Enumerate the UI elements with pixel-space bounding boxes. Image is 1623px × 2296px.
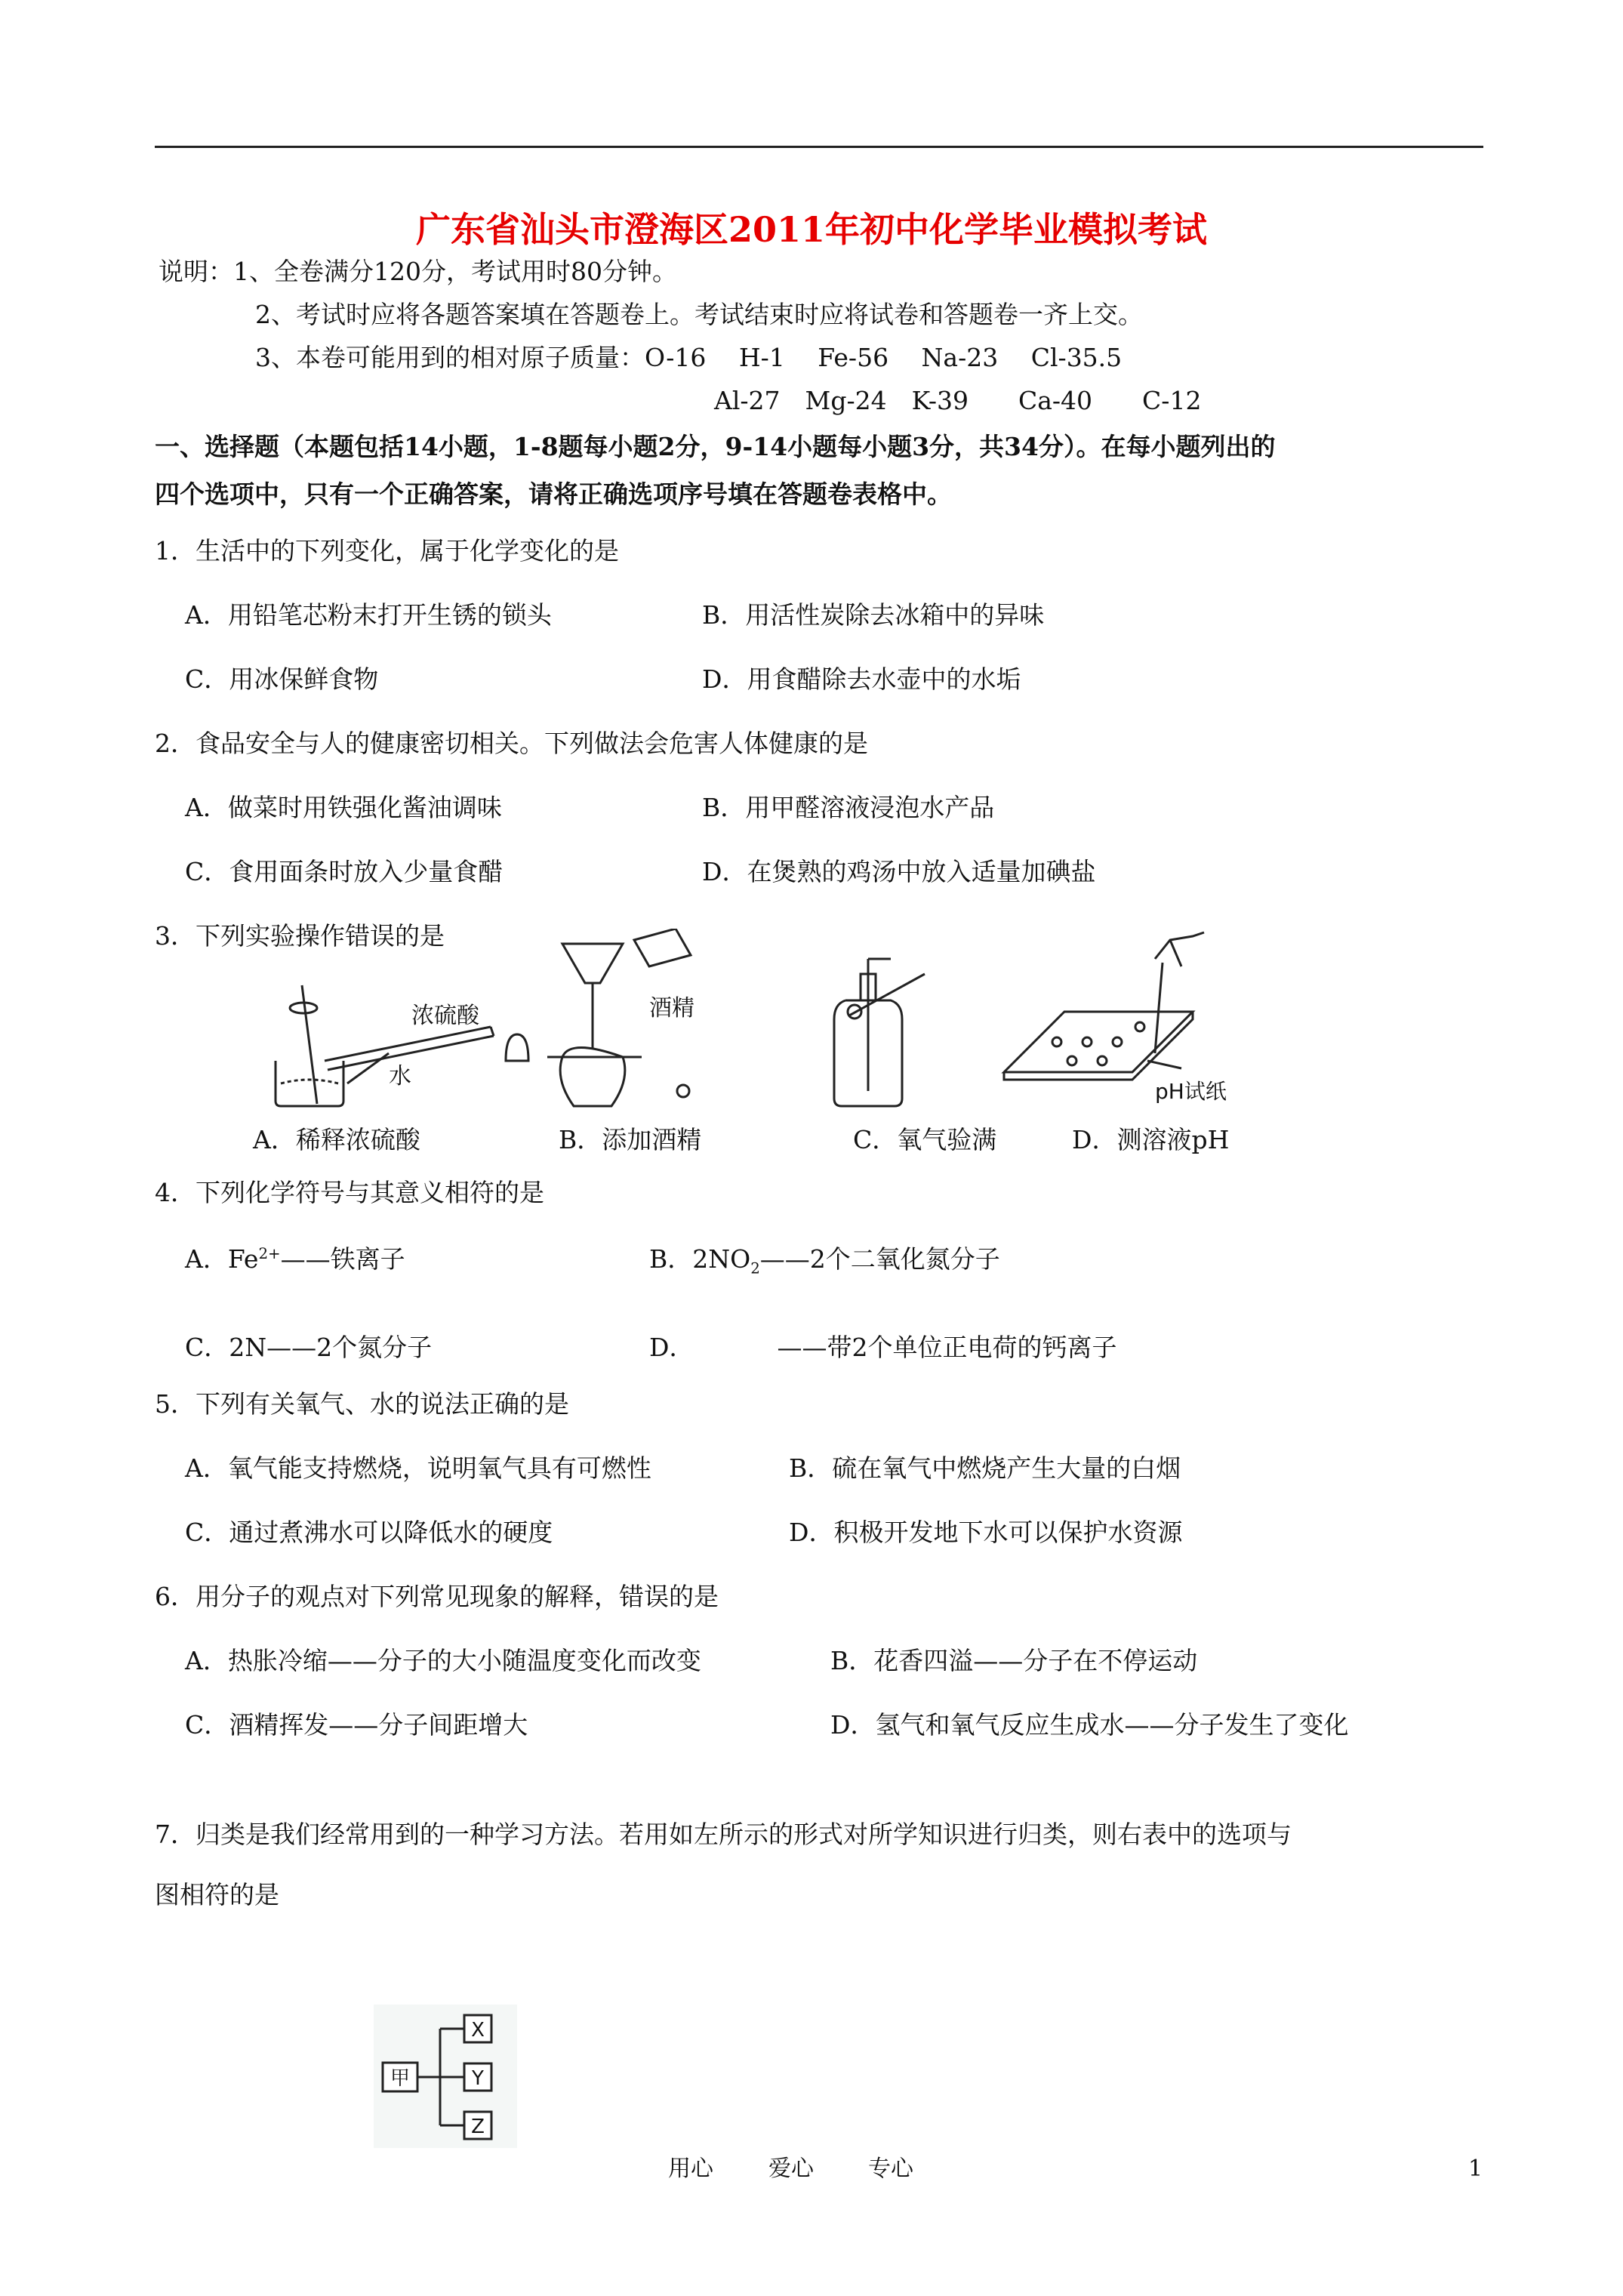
fig-label-acid: 浓硫酸 (411, 1003, 479, 1029)
q1-stem: 1．生活中的下列变化，属于化学变化的是 (155, 536, 619, 566)
footer-text-3: 专心 (868, 2156, 913, 2182)
q3-option-b: B．添加酒精 (559, 1125, 702, 1154)
q6-option-b: B．花香四溢——分子在不停运动 (830, 1646, 1198, 1675)
q1-option-a: A．用铅笔芯粉末打开生锈的锁头 (185, 600, 552, 630)
q4-option-d: D． ——带2个单位正电荷的钙离子 (649, 1333, 1117, 1362)
q5-option-a: A．氧气能支持燃烧，说明氧气具有可燃性 (185, 1453, 651, 1483)
note-3: 3、本卷可能用到的相对原子质量：O-16 H-1 Fe-56 Na-23 Cl-35.5 (255, 343, 1123, 372)
q7-stem-line2: 图相符的是 (155, 1880, 279, 1909)
q6-stem: 6．用分子的观点对下列常见现象的解释，错误的是 (155, 1582, 719, 1611)
q7-fig-z: Z (471, 2116, 485, 2138)
note-2: 2、考试时应将各题答案填在答题卷上。考试结束时应将试卷和答题卷一齐上交。 (255, 300, 1143, 329)
fig-label-water: 水 (389, 1063, 411, 1089)
q4-stem: 4．下列化学符号与其意义相符的是 (155, 1178, 544, 1207)
page-number: 1 (1468, 2156, 1483, 2182)
q7-stem-line1: 7．归类是我们经常用到的一种学习方法。若用如左所示的形式对所学知识进行归类，则右表中的选项与 (155, 1820, 1292, 1849)
q1-option-c: C．用冰保鲜食物 (185, 664, 379, 694)
note-1: 说明：1、全卷满分120分，考试用时80分钟。 (159, 257, 677, 286)
q6-option-c: C．酒精挥发——分子间距增大 (185, 1710, 528, 1740)
fig-label-ph: pH试纸 (1155, 1079, 1227, 1104)
section-heading-line2: 四个选项中，只有一个正确答案，请将正确选项序号填在答题卷表格中。 (155, 479, 952, 509)
q7-fig-root: 甲 (390, 2067, 411, 2090)
q1-option-b: B．用活性炭除去冰箱中的异味 (702, 600, 1045, 630)
q4-option-c: C．2N——2个氮分子 (185, 1333, 433, 1362)
note-4: Al-27 Mg-24 K-39 Ca-40 C-12 (714, 386, 1202, 415)
fig-ph-test (1004, 932, 1204, 1080)
q7-classification-figure (374, 2005, 517, 2148)
q3-option-d: D．测溶液pH (1072, 1125, 1230, 1154)
q2-option-c: C．食用面条时放入少量食醋 (185, 857, 504, 886)
header-rule (155, 146, 1483, 148)
q2-option-b: B．用甲醛溶液浸泡水产品 (702, 793, 995, 822)
q4-option-a: A．$Fe^{2+}——$铁离子 (185, 1244, 405, 1274)
q4-option-b: B．$2NO_2——2$个二氧化氮分子 (649, 1244, 1000, 1277)
q2-option-a: A．做菜时用铁强化酱油调味 (185, 793, 502, 822)
q3-option-a: A．稀释浓硫酸 (253, 1125, 420, 1154)
fig-label-alcohol: 酒精 (649, 995, 694, 1022)
q1-option-d: D．用食醋除去水壶中的水垢 (702, 664, 1021, 694)
q2-option-d: D．在煲熟的鸡汤中放入适量加碘盐 (702, 857, 1096, 886)
q5-option-c: C．通过煮沸水可以降低水的硬度 (185, 1518, 553, 1547)
section-heading-line1: 一、选择题（本题包括14小题，1-8题每小题2分，9-14小题每小题3分，共34分）。在每小题列出的 (155, 432, 1276, 461)
q7-fig-x: X (471, 2019, 485, 2042)
q3-stem: 3．下列实验操作错误的是 (155, 921, 445, 951)
q5-option-b: B．硫在氧气中燃烧产生大量的白烟 (789, 1453, 1181, 1483)
footer-text-1: 用心 (668, 2156, 713, 2182)
q5-option-d: D．积极开发地下水可以保护水资源 (789, 1518, 1183, 1547)
q6-option-a: A．热胀冷缩——分子的大小随温度变化而改变 (185, 1646, 701, 1675)
footer-text-2: 爱心 (768, 2156, 814, 2182)
fig-oxygen-test (834, 959, 925, 1106)
q7-fig-y: Y (472, 2067, 484, 2090)
page-title: 广东省汕头市澄海区2011年初中化学毕业模拟考试 (415, 209, 1208, 250)
q3-figures (264, 929, 1306, 1121)
q6-option-d: D．氢气和氧气反应生成水——分子发生了变化 (830, 1710, 1349, 1740)
q5-stem: 5．下列有关氧气、水的说法正确的是 (155, 1389, 569, 1419)
q3-option-c: C．氧气验满 (853, 1125, 997, 1154)
q2-stem: 2．食品安全与人的健康密切相关。下列做法会危害人体健康的是 (155, 729, 868, 758)
